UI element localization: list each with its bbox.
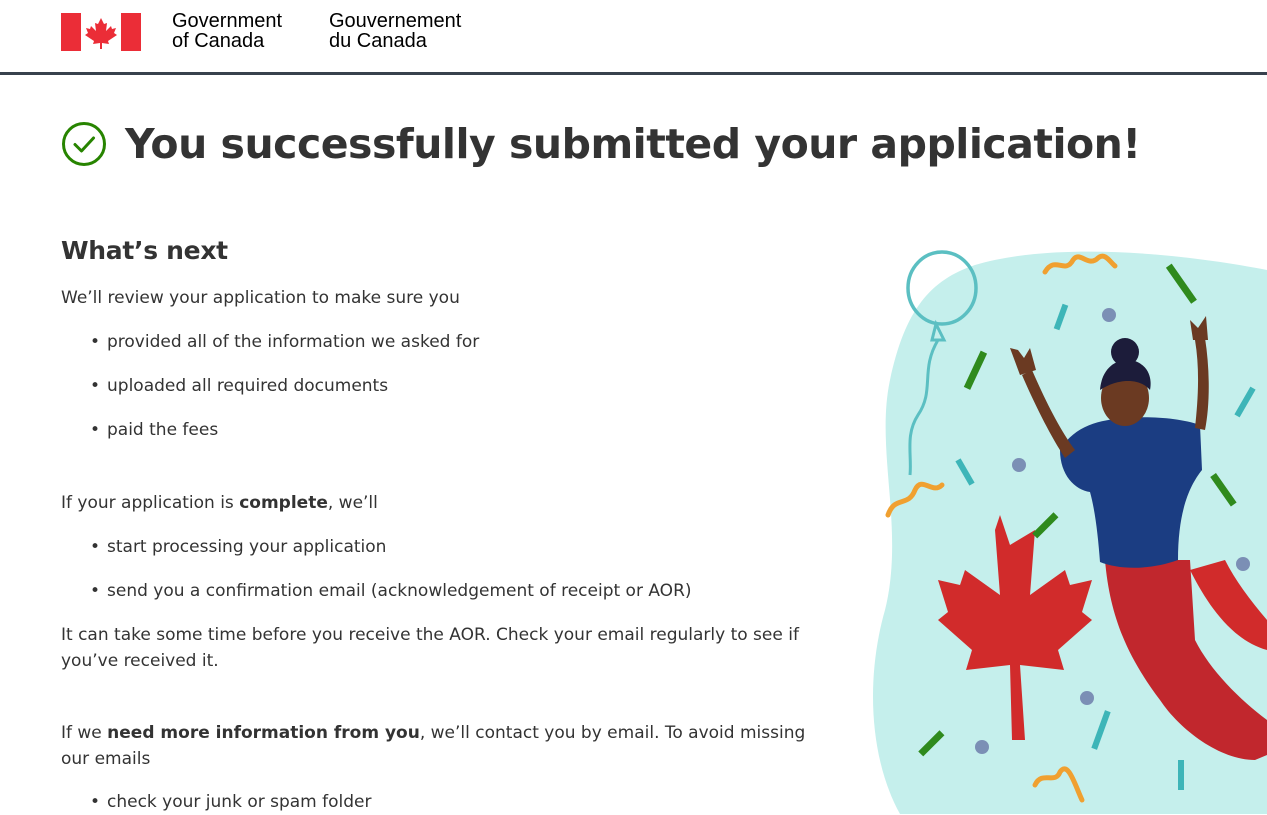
more-info-bold: need more information from you [107, 723, 420, 743]
list-item: • provided all of the information we asked for [90, 329, 479, 355]
aor-note: It can take some time before you receive the AOR. Check your email regularly to see if you’ve received it. [61, 625, 799, 671]
whats-next-heading: What’s next [61, 236, 228, 265]
complete-bold: complete [239, 493, 328, 513]
signature-fr-line-1: Gouvernement [329, 10, 462, 32]
complete-suffix: , we’ll [327, 493, 378, 513]
list-item: • send you a confirmation email (acknowledgement of receipt or AOR) [90, 578, 692, 604]
signature-en-line-1: Government [172, 10, 283, 32]
signature-fr-line-2: du Canada [329, 30, 427, 52]
list-item: • start processing your application [90, 534, 386, 560]
canada-flag-icon [61, 13, 141, 51]
signature-english[interactable] [172, 11, 282, 51]
signature-french[interactable] [329, 11, 461, 51]
list-item: • uploaded all required documents [90, 373, 388, 399]
page-title: You successfully submitted your application! [125, 120, 1141, 168]
review-intro: We’ll review your application to make sure you [61, 288, 460, 308]
more-info-suffix: , we’ll contact you by email. To avoid missing our emails [61, 723, 806, 769]
more-info-paragraph [61, 720, 821, 772]
complete-prefix: If your application is [61, 493, 240, 513]
complete-paragraph [61, 490, 821, 516]
site-header [0, 0, 1267, 75]
list-item: • paid the fees [90, 417, 218, 443]
list-item: • check your junk or spam folder [90, 789, 372, 815]
celebration-illustration [860, 240, 1267, 814]
signature-en-line-2: of Canada [172, 30, 265, 52]
check-circle-icon [61, 121, 107, 167]
more-info-prefix: If we [61, 723, 108, 743]
